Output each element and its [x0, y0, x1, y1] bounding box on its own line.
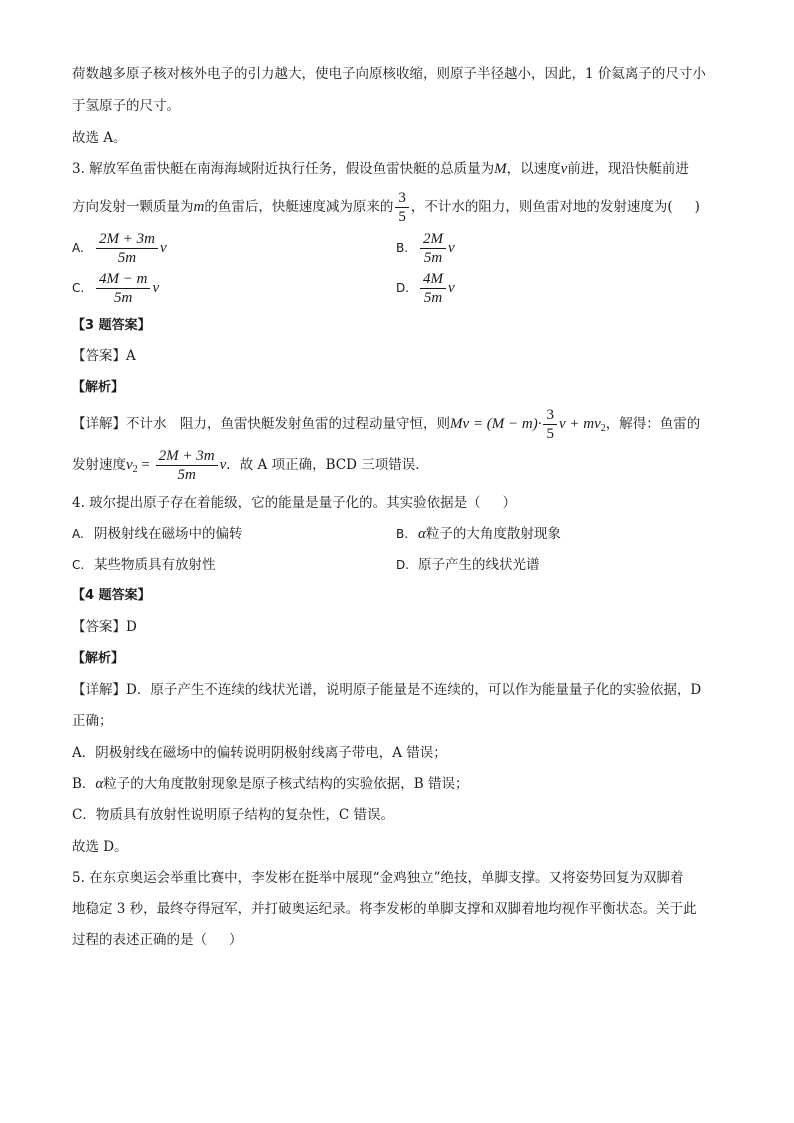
q3-option-a [72, 230, 167, 267]
q4-stem-end: ） [502, 495, 517, 511]
q3-option-c-num: 4M − m [96, 270, 150, 289]
q4-detail-1: 【详解】D．原子产生不连续的线状光谱，说明原子能量是不连续的，可以作为能量量子化的实验依据，D [72, 682, 702, 698]
q4-option-c [72, 555, 216, 575]
q3-fraction-den: 5 [398, 209, 406, 225]
q4-detail-4-alpha: α [95, 776, 104, 792]
q3-option-c-label: C. [72, 281, 85, 295]
q4-option-d-text: 原子产生的线状光谱 [418, 557, 540, 573]
q4-option-c-label: C. [72, 558, 85, 572]
q4-answer-header: 【4 题答案】 [72, 588, 151, 603]
q5-stem-line-3 [72, 930, 724, 950]
q3-result-num: 2M + 3m [156, 447, 218, 466]
q3-option-a-frac [96, 230, 158, 267]
q3-option-b-frac [420, 230, 446, 267]
q3-result-den: 5m [177, 467, 196, 483]
q3-stem-text-d: 方向发射一颗质量为 [72, 199, 194, 215]
q5-stem-line-2: 地稳定 3 秒，最终夺得冠军，并打破奥运纪录。将李发彬的单脚支撑和双脚着地均视作平衡状态。关于此 [72, 901, 697, 917]
q3-equation-frac [543, 406, 557, 443]
q5-stem-end: ） [229, 932, 243, 948]
q3-detail-text-b: ，解得：鱼雷的 [605, 416, 701, 432]
q3-answer: 【答案】A [72, 348, 136, 364]
q3-option-b [396, 230, 455, 267]
q3-option-b-label: B. [396, 241, 409, 255]
intro-line-2: 于氢原子的尺寸。 [72, 98, 180, 114]
q4-option-a [72, 524, 243, 544]
q4-stem [72, 493, 724, 513]
q3-option-d-v: v [448, 280, 455, 296]
q3-fraction-num: 3 [395, 189, 409, 208]
q3-result-frac [156, 447, 218, 484]
q3-fraction [395, 189, 409, 226]
q4-option-a-label: A. [72, 527, 84, 541]
q4-stem-text: 4. 玻尔提出原子存在着能级，它的能量是量子化的。其实验依据是（ [72, 495, 481, 511]
q4-option-b [396, 524, 561, 544]
q3-stem-text-b: ，以速度 [506, 161, 561, 177]
q3-stem-line-1 [72, 159, 724, 179]
q3-option-b-v: v [448, 240, 455, 256]
q4-option-d [396, 555, 540, 575]
q3-option-a-label: A. [72, 241, 84, 255]
q5-stem-text: 过程的表述正确的是（ [72, 932, 207, 948]
q3-detail-line-2 [72, 444, 724, 491]
q5-stem-line-1: 5. 在东京奥运会举重比赛中，李发彬在挺举中展现“金鸡独立”绝技，单脚支撑。又将姿势回复为双脚着 [72, 870, 684, 886]
q4-detail-3: A．阴极射线在磁场中的偏转说明阴极射线离子带电，A 错误； [72, 745, 447, 761]
q3-equation-frac-den: 5 [546, 426, 554, 442]
q3-equation-frac-num: 3 [543, 406, 557, 425]
q3-stem-text-e: 的鱼雷后，快艇速度减为原来的 [204, 199, 394, 215]
q3-var-v: v [560, 161, 568, 177]
intro-conclusion: 故选 A。 [72, 130, 127, 146]
q3-detail-text-c: 发射速度 [72, 457, 126, 473]
q4-detail-4-b: 粒子的大角度散射现象是原子核式结构的实验依据，B 错误； [103, 776, 469, 792]
q4-detail-2: 正确； [72, 713, 113, 729]
q3-option-d-num: 4M [420, 270, 446, 289]
q4-option-c-text: 某些物质具有放射性 [94, 557, 216, 573]
q4-option-b-text: 粒子的大角度散射现象 [425, 526, 561, 542]
q3-result-v: v [219, 457, 227, 473]
q3-option-c-frac [96, 270, 150, 307]
q3-option-a-den: 5m [117, 250, 137, 266]
q4-answer: 【答案】D [72, 619, 137, 635]
intro-line-1: 荷数越多原子核对核外电子的引力越大，使电子向原核收缩，则原子半径越小，因此，1 价氦离子的尺寸小 [72, 66, 706, 82]
q3-detail-line-1 [72, 403, 724, 450]
q3-var-m: m [193, 199, 205, 215]
q3-equals: = [137, 457, 154, 473]
q3-option-a-num: 2M + 3m [96, 230, 158, 249]
q3-equation-left: Mv = (M − m)· [450, 416, 542, 432]
q3-option-b-num: 2M [420, 230, 446, 249]
q3-option-c [72, 270, 159, 307]
q3-equation-sub: 2 [600, 423, 606, 434]
q3-option-c-v: v [152, 280, 160, 296]
q3-equation-right: v + mv [558, 416, 601, 432]
q3-var-v2-sub: 2 [132, 464, 138, 475]
q4-option-d-label: D. [396, 558, 410, 572]
q4-conclusion: 故选 D。 [72, 839, 128, 855]
q4-detail-5: C．物质具有放射性说明原子结构的复杂性，C 错误。 [72, 807, 394, 823]
q3-detail-text-a: 【详解】不计水 阻力，鱼雷快艇发射鱼雷的过程动量守恒，则 [72, 416, 450, 432]
q4-option-b-alpha: α [418, 526, 426, 542]
q3-option-c-den: 5m [114, 290, 133, 306]
q3-answer-header: 【3 题答案】 [72, 318, 151, 333]
q3-stem-text-c: 前进，现沿快艇前进 [567, 161, 689, 177]
q3-option-d-frac [420, 270, 446, 307]
q4-option-a-text: 阴极射线在磁场中的偏转 [94, 526, 243, 542]
q4-option-b-label: B. [396, 527, 409, 541]
q3-option-a-v: v [159, 240, 167, 256]
q3-stem-line-2 [72, 186, 724, 228]
q3-option-d [396, 270, 455, 307]
q3-option-d-label: D. [396, 281, 410, 295]
q3-option-d-den: 5m [423, 290, 443, 306]
q3-var-M: M [494, 161, 507, 177]
q3-stem-text-a: 3. 解放军鱼雷快艇在南海海域附近执行任务，假设鱼雷快艇的总质量为 [72, 161, 495, 177]
q3-analysis-header: 【解析】 [72, 380, 125, 395]
q4-detail-4-a: B． [72, 776, 96, 792]
q3-detail-text-d: ．故 A 项正确，BCD 三项错误． [226, 457, 429, 473]
q4-analysis-header: 【解析】 [72, 651, 125, 666]
q3-stem-paren-close: ) [694, 199, 700, 215]
q4-detail-4 [72, 774, 724, 794]
q3-option-b-den: 5m [423, 250, 443, 266]
q3-var-v2: v [126, 457, 133, 473]
q3-stem-text-f: ，不计水的阻力，则鱼雷对地的发射速度为( [410, 199, 673, 215]
